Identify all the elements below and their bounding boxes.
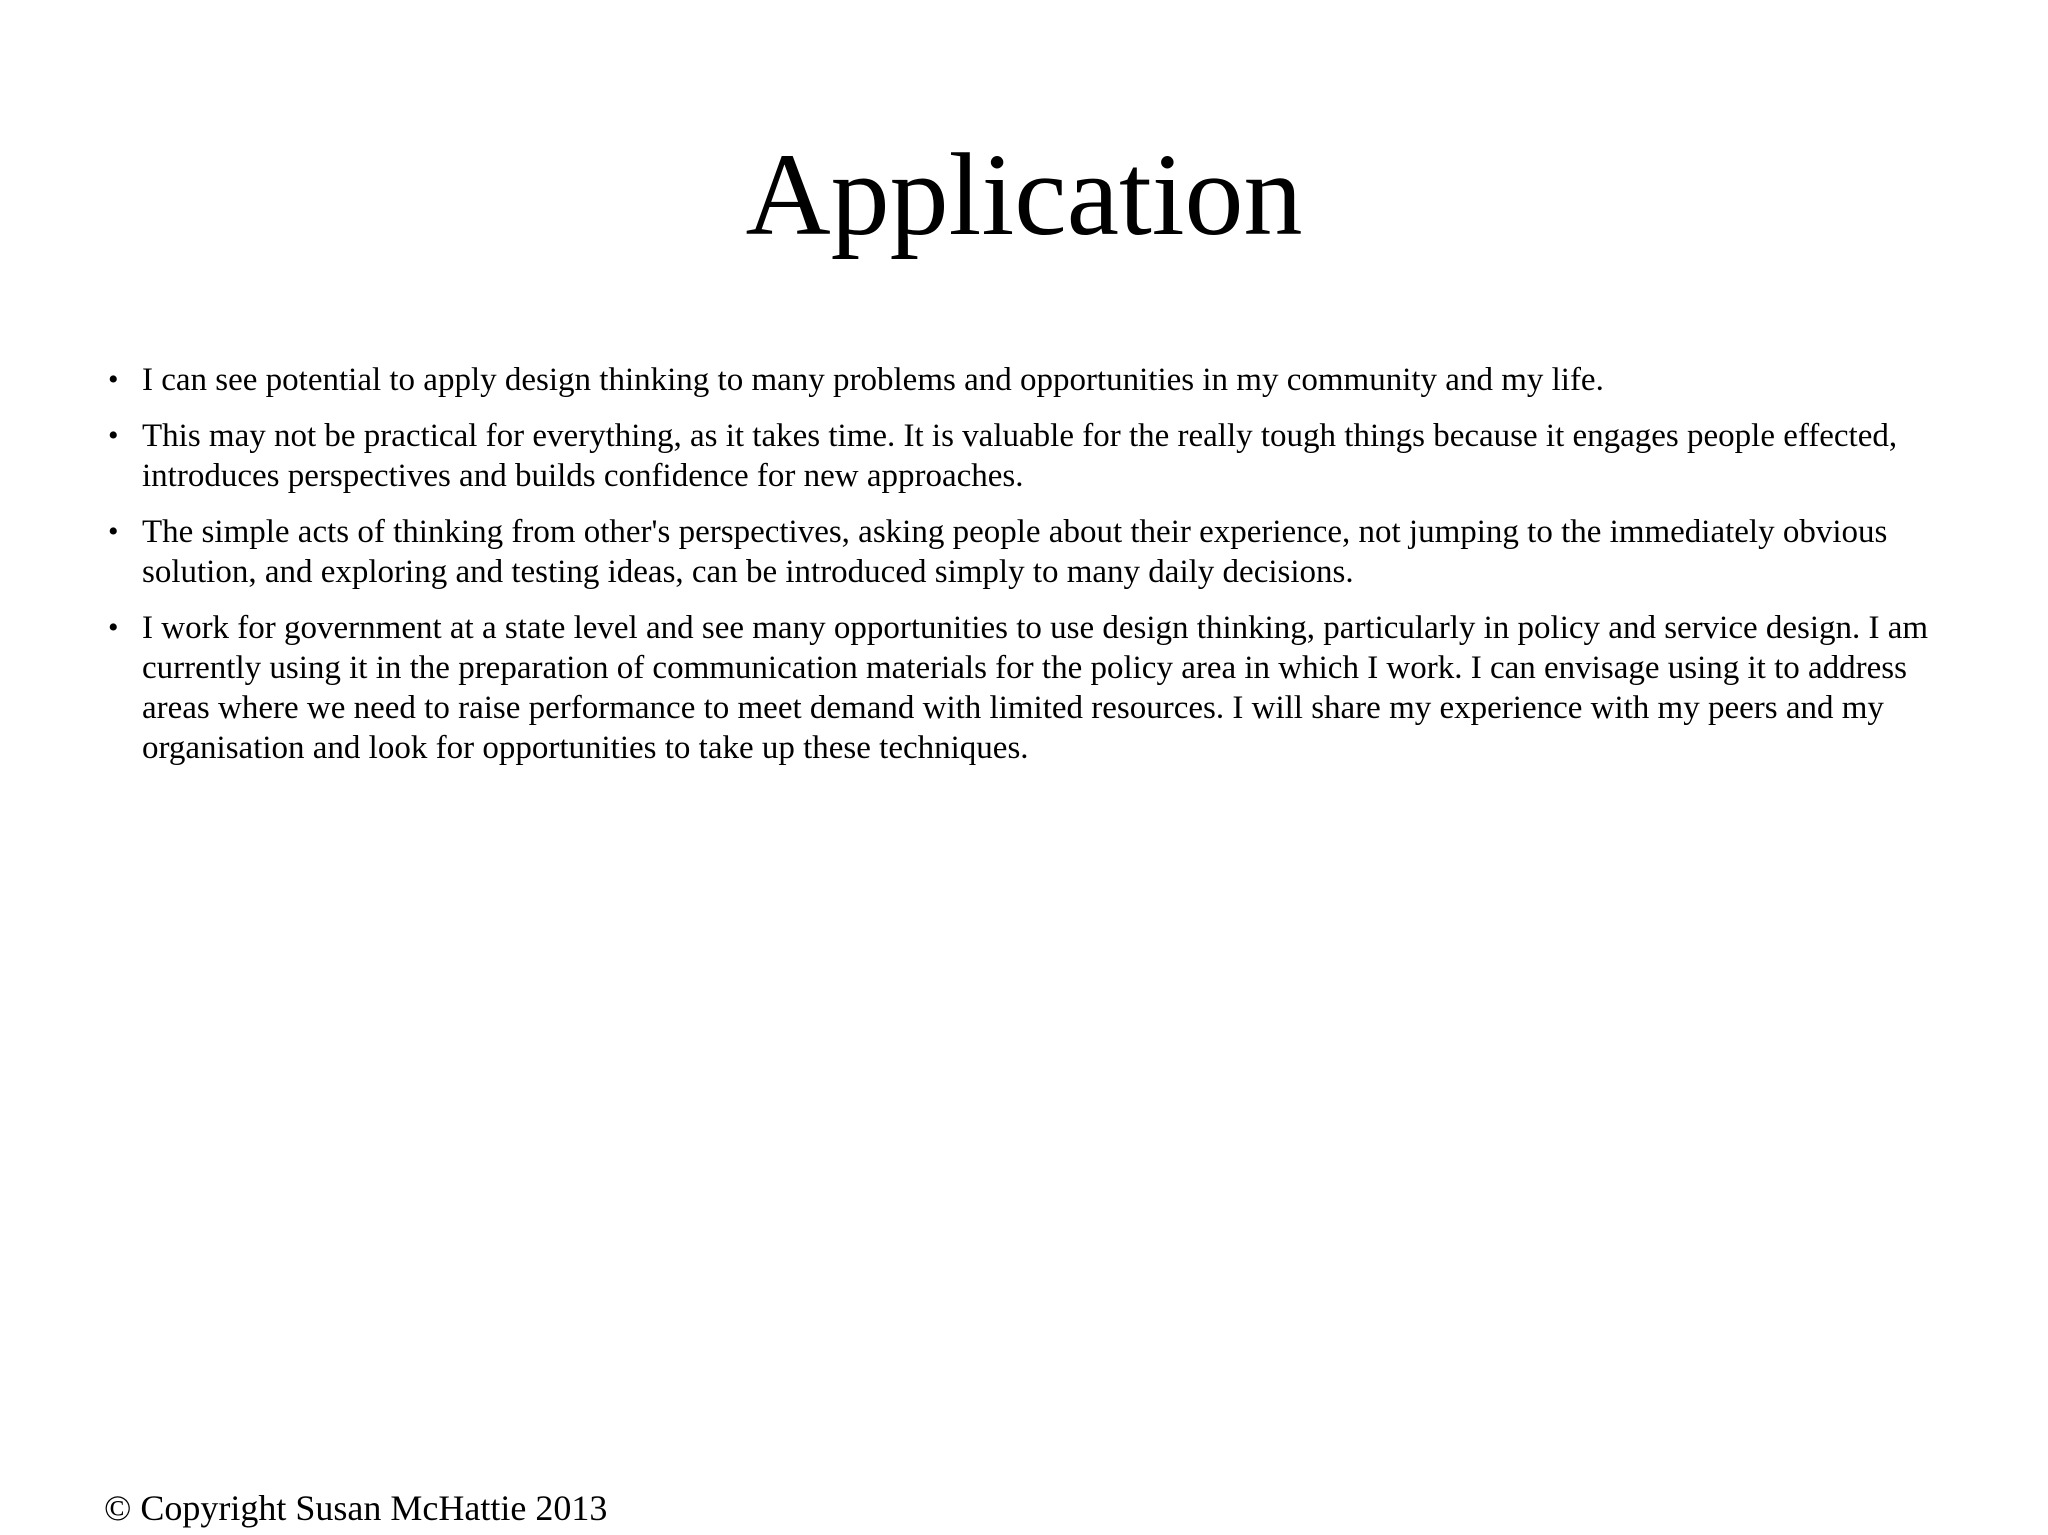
bullet-text: This may not be practical for everything, as it takes time. It is valuable for the really tough things because it engages people effected, introduces perspectives and builds confidence for new approaches. <box>142 418 1898 494</box>
bullet-item <box>104 360 1944 400</box>
bullet-item <box>104 608 1944 768</box>
bullet-icon: • <box>108 363 119 396</box>
bullet-icon: • <box>108 419 119 452</box>
bullet-text: I can see potential to apply design thinking to many problems and opportunities in my community and my life. <box>142 362 1604 398</box>
slide-title: Application <box>745 129 1303 260</box>
bullet-item <box>104 512 1944 592</box>
bullet-list <box>104 360 1944 784</box>
bullet-text: I work for government at a state level and see many opportunities to use design thinking, particularly in policy and service design. I am currently using it in the preparation of communication materials for the policy area in which I work. I can envisage using it to address areas where we need to raise performance to meet demand with limited resources. I will share my experience with my peers and my organisation and look for opportunities to take up these techniques. <box>142 610 1929 766</box>
copyright-footer: © Copyright Susan McHattie 2013 <box>104 1488 608 1528</box>
bullet-item <box>104 416 1944 496</box>
bullet-text: The simple acts of thinking from other's perspectives, asking people about their experience, not jumping to the immediately obvious solution, and exploring and testing ideas, can be introduced simply to many daily decisions. <box>142 514 1888 590</box>
bullet-icon: • <box>108 515 119 548</box>
bullet-icon: • <box>108 611 119 644</box>
